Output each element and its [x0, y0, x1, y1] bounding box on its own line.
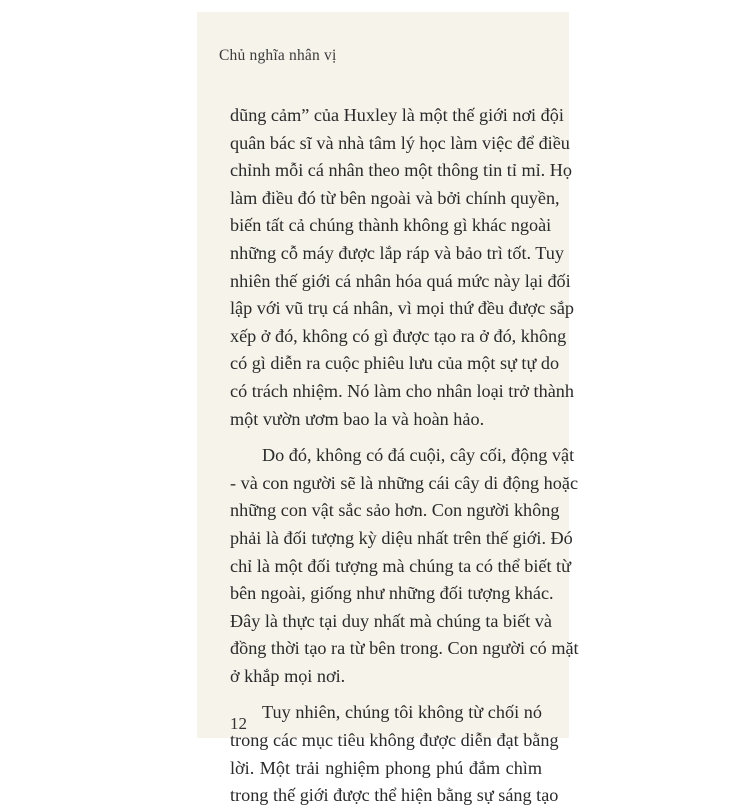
- text-line: chỉ là một đối tượng mà chúng ta có thể biết từ: [230, 555, 571, 576]
- text-line: dũng cảm” của Huxley là một thế giới nơi đội: [230, 105, 564, 125]
- text-line: đồng thời tạo ra từ bên trong. Con người có mặt: [230, 638, 579, 659]
- running-header: Chủ nghĩa nhân vị: [219, 47, 337, 64]
- text-line: biến tất cả chúng thành không gì khác ngoài: [230, 215, 552, 236]
- text-line: trong các mục tiêu không được diễn đạt bằng: [230, 730, 559, 751]
- text-line: phải là đối tượng kỳ diệu nhất trên thế giới. Đó: [230, 527, 573, 548]
- body-text: [230, 102, 579, 810]
- text-line: Đây là thực tại duy nhất mà chúng ta biết và: [230, 610, 552, 631]
- page-number: 12: [230, 714, 247, 733]
- text-line: những cỗ máy được lắp ráp và bảo trì tốt. Tuy: [230, 242, 564, 263]
- paragraph-3: [230, 699, 559, 809]
- text-line: những con vật sắc sảo hơn. Con người không: [230, 500, 560, 521]
- text-line: nhiên thế giới cá nhân hóa quá mức này lại đối: [230, 270, 571, 291]
- text-line: có trách nhiệm. Nó làm cho nhân loại trở thành: [230, 380, 574, 401]
- text-line: quân bác sĩ và nhà tâm lý học làm việc để điều: [230, 132, 570, 153]
- text-line: lời. Một trải nghiệm phong phú đắm chìm: [230, 757, 542, 778]
- text-line: - và con người sẽ là những cái cây di động hoặc: [230, 472, 579, 493]
- paragraph-1: [230, 102, 575, 433]
- text-line: có gì diễn ra cuộc phiêu lưu của một sự tự do: [230, 353, 560, 374]
- text-line: chỉnh mỗi cá nhân theo một thông tin tỉ mỉ. Họ: [230, 160, 572, 181]
- text-line: Tuy nhiên, chúng tôi không từ chối nó: [262, 702, 542, 723]
- text-line: lập với vũ trụ cá nhân, vì mọi thứ đều được sắp: [230, 298, 575, 319]
- paragraph-2: [230, 442, 579, 690]
- text-line: Do đó, không có đá cuội, cây cối, động vật: [262, 445, 575, 466]
- text-line: bên ngoài, giống như những đối tượng khác.: [230, 583, 554, 604]
- text-line: xếp ở đó, không có gì được tạo ra ở đó, không: [230, 325, 567, 346]
- book-page: [197, 12, 579, 806]
- text-line: ở khắp mọi nơi.: [230, 665, 346, 686]
- text-line: một vườn ươm bao la và hoàn hảo.: [230, 408, 485, 429]
- text-line: làm điều đó từ bên ngoài và bởi chính quyền,: [230, 187, 560, 208]
- text-line: trong thế giới được thể hiện bằng sự sáng tạo: [230, 785, 559, 806]
